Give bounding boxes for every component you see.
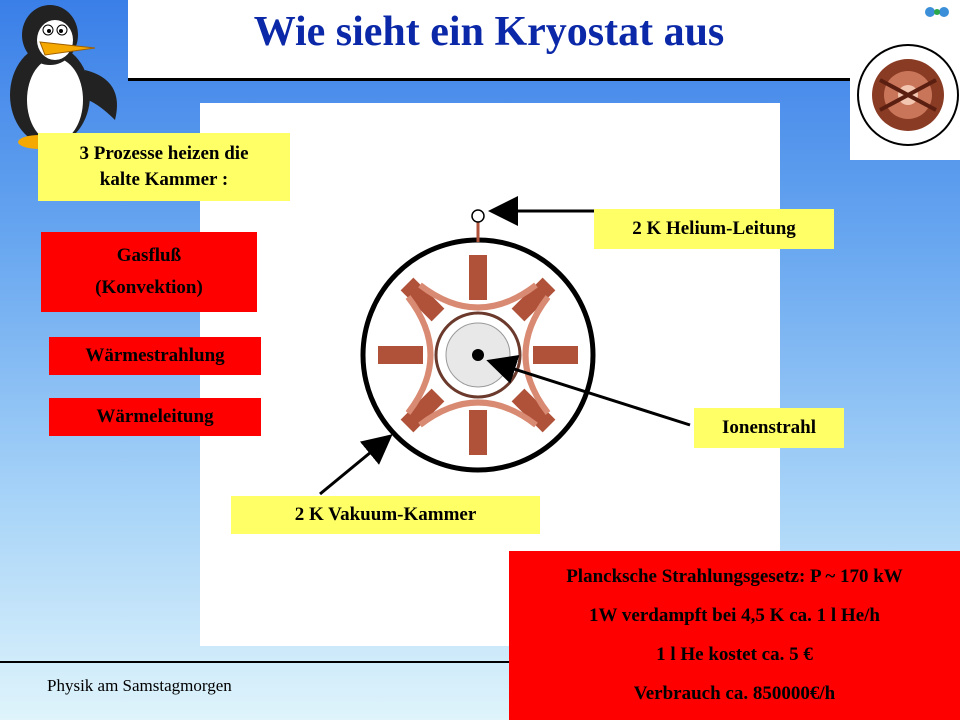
ion-beam-label: Ionenstrahl	[694, 408, 844, 448]
cost-info-line2: 1W verdampft bei 4,5 K ca. 1 l He/h	[589, 605, 880, 626]
cost-info-line1: Plancksche Strahlungsgesetz: P ~ 170 kW	[566, 566, 903, 587]
page-title: Wie sieht ein Kryostat aus	[253, 9, 725, 55]
ion-beam-dot	[472, 349, 484, 361]
cost-info-line3: 1 l He kostet ca. 5 €	[656, 644, 813, 665]
vacuum-arrow	[320, 438, 388, 494]
cost-info-box	[509, 551, 960, 720]
helium-label: 2 K Helium-Leitung	[594, 209, 834, 249]
convection-line2: (Konvektion)	[95, 277, 203, 298]
heat-processes-line1: 3 Prozesse heizen die	[79, 143, 249, 164]
cost-info-line4: Verbrauch ca. 850000€/h	[633, 683, 836, 704]
conduction-box: Wärmeleitung	[49, 398, 261, 436]
footer-divider	[0, 661, 510, 663]
footer-text: Physik am Samstagmorgen	[47, 676, 232, 695]
helium-inlet-icon	[472, 210, 484, 222]
vacuum-chamber-label: 2 K Vakuum-Kammer	[231, 496, 540, 534]
convection-line1: Gasfluß	[116, 245, 182, 266]
convection-box	[41, 232, 257, 312]
radiation-box: Wärmestrahlung	[49, 337, 261, 375]
heat-processes-box	[38, 133, 290, 201]
heat-processes-line2: kalte Kammer :	[99, 169, 229, 190]
